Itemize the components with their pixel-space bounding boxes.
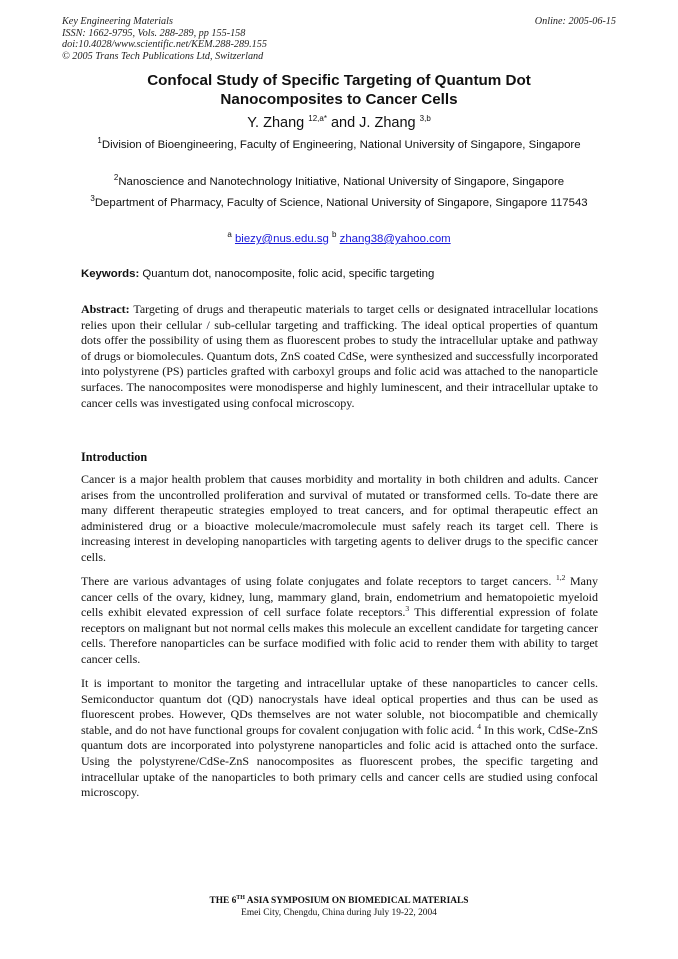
copyright-line: © 2005 Trans Tech Publications Ltd, Switzerland <box>62 50 264 62</box>
abstract-text: Targeting of drugs and therapeutic materials to target cells or designated intracellular locations relies upon their cellular / sub-cellular targeting and trafficking. The ideal optical properties of quantum dots offer the possibility of using them as fluorescent probes to study the intracellular uptake and pathway of drugs or biomolecules. Quantum dots, ZnS coated CdSe, were synthesized and successfully incorporated into polystyrene (PS) particles grafted with carboxyl groups and folic acid was attached to the nanoparticle surfaces. The nanocomposites were monodisperse and highly luminescent, and their intracellular uptake to cancer cells was investigated using confocal microscopy. <box>81 302 598 410</box>
author-2-sup: 3,b <box>419 114 431 124</box>
author-1-sup: 12,a* <box>308 114 327 124</box>
intro-paragraph-1: Cancer is a major health problem that causes morbidity and mortality in both children and adults. Cancer arises from the uncontrolled proliferation and survival of mutated or transformed cells. To-date there are many different therapeutic strategies employed to treat cancers, and for optimal therapeutic effect an administered drug or a bioactive molecule/macromolecule must safely reach its target cell. There is increasing interest in developing nanoparticles with targeting agents to deliver drugs to the specific cancer cells. <box>81 472 598 564</box>
citation-4: 4 <box>477 721 481 731</box>
intro-paragraph-3 <box>81 676 598 801</box>
email-a-link[interactable]: biezy@nus.edu.sg <box>234 233 329 245</box>
email-line <box>80 230 598 245</box>
citation-1-2: 1,2 <box>555 573 566 582</box>
email-a-sup: a <box>227 230 232 240</box>
intro-p3-b: In this work, CdSe-ZnS quantum dots are incorporated into polystyrene nanoparticles and folic acid is attached onto the surface. Using the polystyrene/CdSe-ZnS nanocomposites as fluorescent probes, the specific targeting and intracellular uptake of the nanoparticles to both primary cells and cancer cells are studied using confocal microscopy. <box>81 722 599 800</box>
affiliation-2-sup: 2 <box>113 173 119 183</box>
affiliation-1-sup: 1 <box>97 136 102 146</box>
abstract-label: Abstract: <box>81 302 130 316</box>
affiliation-3-text: Department of Pharmacy, Faculty of Science, National University of Singapore, Singapore 117543 <box>94 197 588 209</box>
email-b-link[interactable]: zhang38@yahoo.com <box>339 233 451 245</box>
title-line-2: Nanocomposites to Cancer Cells <box>220 91 458 108</box>
journal-header <box>62 16 267 62</box>
citation-3: 3 <box>405 604 410 614</box>
keywords-label: Keywords: <box>81 268 140 280</box>
online-date: Online: 2005-06-15 <box>534 16 616 27</box>
journal-name: Key Engineering Materials <box>62 16 173 27</box>
affiliation-2 <box>86 175 592 190</box>
keywords-text: Quantum dot, nanocomposite, folic acid, specific targeting <box>139 268 435 280</box>
keywords <box>81 268 601 280</box>
doi-line: doi:10.4028/www.scientific.net/KEM.288-289.155 <box>62 39 267 51</box>
intro-p2-a: There are various advantages of using folate conjugates and folate receptors to target cancers. <box>81 574 552 588</box>
introduction-heading: Introduction <box>81 450 148 464</box>
affiliation-1 <box>86 138 592 153</box>
abstract <box>81 302 598 411</box>
intro-p2-c: This differential expression of folate receptors on malignant but not normal cells makes this molecule an excellent candidate for targeting cancer cells. Therefore nanoparticles can be surface modified with folic acid to render them with ability to target cancer cells. <box>81 605 598 666</box>
affiliation-3-sup: 3 <box>90 194 95 204</box>
issn-line: ISSN: 1662-9795, Vols. 288-289, pp 155-158 <box>62 27 246 39</box>
affiliation-1-text: Division of Bioengineering, Faculty of Engineering, National University of Singapore, Singapore <box>101 139 581 151</box>
author-2: and J. Zhang <box>326 115 420 131</box>
affiliation-3 <box>86 196 592 211</box>
paper-title <box>80 71 598 109</box>
author-1: Y. Zhang <box>247 115 309 131</box>
author-list <box>80 115 598 131</box>
footer-title-a: THE 6 <box>209 896 237 906</box>
footer-title-b: ASIA SYMPOSIUM ON BIOMEDICAL MATERIALS <box>244 896 469 906</box>
intro-p2-b: Many cancer cells of the ovary, kidney, lung, mammary gland, brain, endometrium and hematopoietic myeloid cells exhibit elevated expression of cell surface folate receptors. <box>81 574 599 620</box>
intro-paragraph-2 <box>81 574 598 668</box>
footer-title-sup: TH <box>236 894 245 901</box>
conference-footer-title <box>0 896 678 906</box>
intro-p3-a: It is important to monitor the targeting and intracellular uptake of these nanoparticles to cancer cells. Semiconductor quantum dot (QD) nanocrystals have ideal optical properties and thus can be used as fluorescent probes. However, QDs themselves are not water soluble, not biocompatible and chemically stable, and do not have functional groups for covalent conjugation with folic acid. <box>81 676 598 737</box>
email-b-sup: b <box>332 230 337 240</box>
affiliation-2-text: Nanoscience and Nanotechnology Initiative, National University of Singapore, Singapore <box>118 176 565 188</box>
title-line-1: Confocal Study of Specific Targeting of Quantum Dot <box>147 72 531 89</box>
conference-footer-location: Emei City, Chengdu, China during July 19-22, 2004 <box>241 908 437 918</box>
